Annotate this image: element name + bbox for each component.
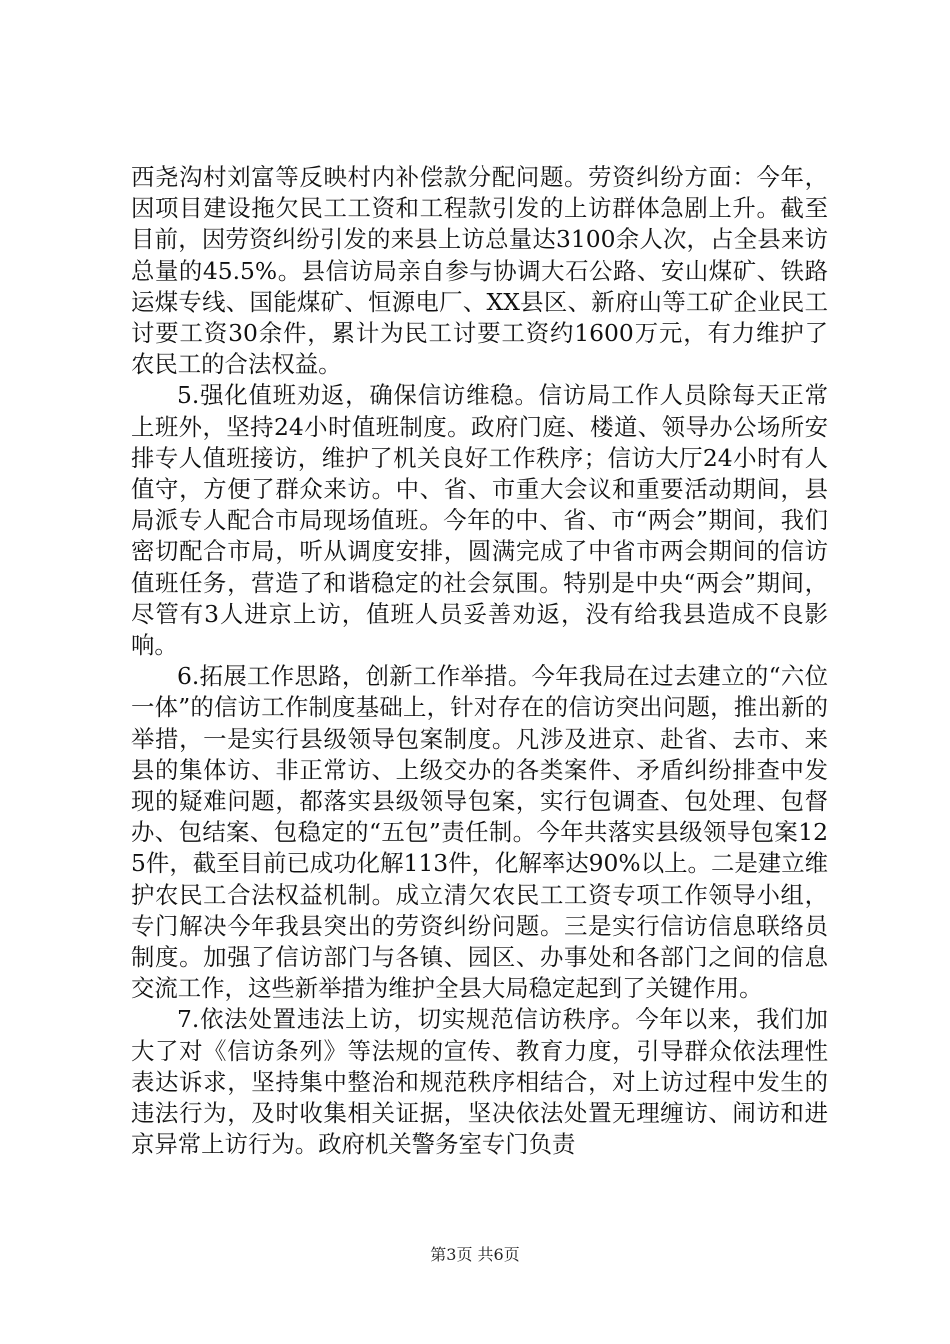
paragraph-2: 5.强化值班劝返，确保信访维稳。信访局工作人员除每天正常上班外，坚持24小时值班制度。政府门庭、楼道、领导办公场所安排专人值班接访，维护了机关良好工作秩序；信访大厅24小时有人值守，方便了群众来访。中、省、市重大会议和重要活动期间，县局派专人配合市局现场值班。今年的中、省、市“两会”期间，我们密切配合市局，听从调度安排，圆满完成了中省市两会期间的信访值班任务，营造了和谐稳定的社会氛围。特别是中央“两会”期间，尽管有3人进京上访，值班人员妥善劝返，没有给我县造成不良影响。: [131, 381, 828, 660]
paragraph-1: 西尧沟村刘富等反映村内补偿款分配问题。劳资纠纷方面：今年，因项目建设拖欠民工工资和工程款引发的上访群体急剧上升。截至目前，因劳资纠纷引发的来县上访总量达3100余人次，占全县来访总量的45.5%。县信访局亲自参与协调大石公路、安山煤矿、铁路运煤专线、国能煤矿、恒源电厂、XX县区、新府山等工矿企业民工讨要工资30余件，累计为民工讨要工资约1600万元，有力维护了农民工的合法权益。: [131, 163, 828, 379]
document-body: [131, 162, 828, 1161]
page-number-footer: 第3页 共6页: [430, 1245, 520, 1264]
paragraph-4: 7.依法处置违法上访，切实规范信访秩序。今年以来，我们加大了对《信访条列》等法规的宣传、教育力度，引导群众依法理性表达诉求，坚持集中整治和规范秩序相结合，对上访过程中发生的违法行为，及时收集相关证据，坚决依法处置无理缠访、闹访和进京异常上访行为。政府机关警务室专门负责: [131, 1005, 828, 1159]
paragraph-3: 6.拓展工作思路，创新工作举措。今年我局在过去建立的“六位一体”的信访工作制度基础上，针对存在的信访突出问题，推出新的举措，一是实行县级领导包案制度。凡涉及进京、赴省、去市、来县的集体访、非正常访、上级交办的各类案件、矛盾纠纷排查中发现的疑难问题，都落实县级领导包案，实行包调查、包处理、包督办、包结案、包稳定的“五包”责任制。今年共落实县级领导包案125件，截至目前已成功化解113件，化解率达90%以上。二是建立维护农民工合法权益机制。成立清欠农民工工资专项工作领导小组，专门解决今年我县突出的劳资纠纷问题。三是实行信访信息联络员制度。加强了信访部门与各镇、园区、办事处和各部门之间的信息交流工作，这些新举措为维护全县大局稳定起到了关键作用。: [131, 662, 828, 1003]
